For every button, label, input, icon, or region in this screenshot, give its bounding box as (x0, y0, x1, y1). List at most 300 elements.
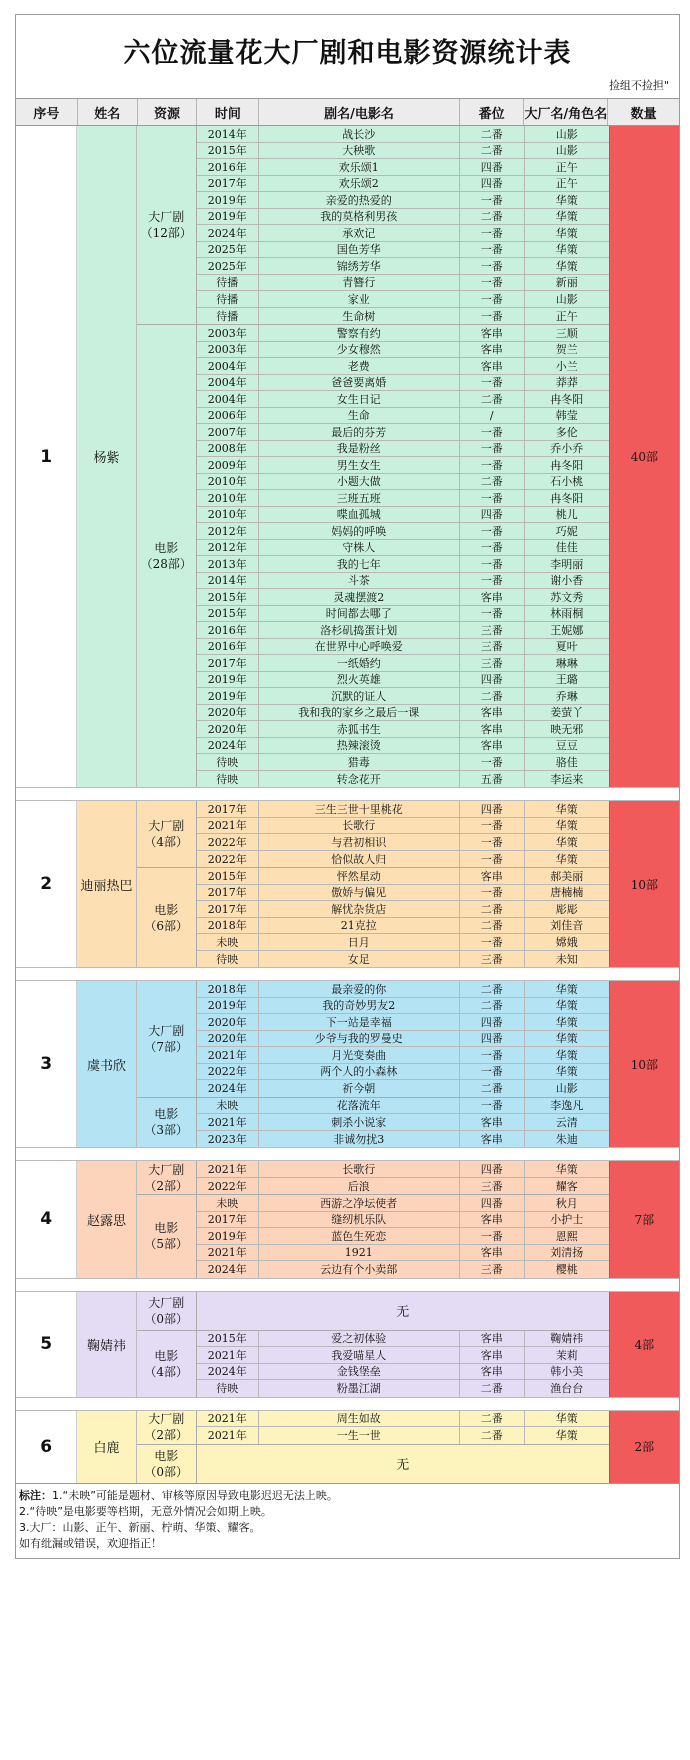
resource-section (137, 1292, 609, 1331)
cell-company-role: 刘清扬 (550, 1246, 584, 1260)
cell-rank: 客串 (460, 1364, 525, 1380)
cell-company-role: 小护士 (550, 1213, 584, 1227)
cell-company-role: 石小桃 (550, 475, 584, 489)
cell-time: 2014年 (197, 126, 259, 142)
cell-company-role: 华策 (555, 226, 578, 240)
cell-time: 2025年 (197, 242, 259, 258)
table-row (197, 1245, 609, 1262)
cell-time: 2017年 (197, 1212, 259, 1228)
cell-time: 2024年 (197, 1364, 259, 1380)
stats-sheet (15, 14, 680, 1559)
cell-time: 2012年 (197, 540, 259, 556)
cell-company-role: 三顺 (555, 326, 578, 340)
table-row (197, 639, 609, 656)
cell-rank: 四番 (460, 672, 525, 688)
resource-type-label: 电影 (154, 1448, 179, 1463)
cell-time: 2024年 (197, 738, 259, 754)
cell-title: 国色芳华 (259, 242, 460, 258)
table-row (197, 424, 609, 441)
cell-company-role: 嫦娥 (555, 935, 578, 949)
table-row (197, 225, 609, 242)
cell-title: 长歌行 (259, 1161, 460, 1177)
table-row (197, 176, 609, 193)
cell-rank: 一番 (460, 490, 525, 506)
cell-time: 2022年 (197, 1178, 259, 1195)
cell-time: 2004年 (197, 358, 259, 374)
resource-rows (197, 1411, 609, 1444)
cell-time: 2012年 (197, 523, 259, 539)
cell-rank: 三番 (460, 622, 525, 638)
cell-company-role: 骆佳 (555, 755, 578, 769)
cell-time: 2007年 (197, 424, 259, 440)
cell-title: 后浪 (259, 1178, 460, 1195)
cell-rank: 一番 (460, 606, 525, 622)
cell-company-role: 夏叶 (555, 640, 578, 654)
cell-rank: 二番 (460, 688, 525, 704)
cell-time: 2017年 (197, 885, 259, 901)
cell-time: 2010年 (197, 490, 259, 506)
table-row (197, 291, 609, 308)
cell-time: 2004年 (197, 375, 259, 391)
resource-type-label: 大厂剧 (148, 1295, 185, 1310)
resource-type-count: （12部） (140, 226, 192, 240)
cell-company-role: 云清 (555, 1115, 578, 1129)
cell-time: 待播 (197, 275, 259, 291)
resource-section (137, 1331, 609, 1397)
cell-company-role: 韩小美 (550, 1365, 584, 1379)
cell-title: 生命 (259, 408, 460, 424)
table-row (197, 540, 609, 557)
table-row (197, 998, 609, 1015)
table-row (197, 258, 609, 275)
cell-company-role: 正午 (555, 177, 578, 191)
cell-company-role: 华策 (555, 1032, 578, 1046)
cell-title: 周生如故 (259, 1411, 460, 1427)
cell-title: 喋血孤城 (259, 507, 460, 523)
cell-time: 2019年 (197, 209, 259, 225)
table-row (197, 818, 609, 835)
group-number: 4 (16, 1161, 77, 1278)
cell-title: 承欢记 (259, 225, 460, 241)
cell-company-role: 华策 (555, 802, 578, 816)
cell-title: 21克拉 (259, 918, 460, 934)
cell-title: 我是粉丝 (259, 441, 460, 457)
cell-rank: 一番 (460, 441, 525, 457)
group-number: 3 (16, 981, 77, 1147)
footer-note-1: 1.“未映”可能是题材、审核等原因导致电影迟迟无法上映。 (52, 1488, 338, 1502)
table-row (197, 951, 609, 968)
cell-title: 非诚勿扰3 (259, 1131, 460, 1148)
resource-type (137, 868, 197, 967)
resource-type-label: 电影 (154, 1221, 179, 1236)
cell-company-role: 郝美丽 (550, 869, 584, 883)
table-row (197, 1195, 609, 1212)
cell-time: 待播 (197, 308, 259, 325)
cell-time: 2014年 (197, 573, 259, 589)
table-row (197, 851, 609, 868)
cell-title: 我的奇妙男友2 (259, 998, 460, 1014)
cell-company-role: 山影 (555, 144, 578, 158)
header-title: 剧名/电影名 (259, 99, 459, 125)
cell-title: 洛杉矶捣蛋计划 (259, 622, 460, 638)
footer-note-4: 如有纰漏或错误，欢迎指正！ (19, 1536, 162, 1550)
table-row (197, 209, 609, 226)
cell-rank: 二番 (460, 1080, 525, 1097)
cell-rank: 四番 (460, 176, 525, 192)
table-row (197, 688, 609, 705)
actress-group (16, 126, 679, 787)
cell-time: 2019年 (197, 192, 259, 208)
cell-time: 2021年 (197, 1047, 259, 1063)
table-row (197, 159, 609, 176)
cell-company-role: 冉冬阳 (550, 392, 584, 406)
footer-label: 标注： (19, 1488, 52, 1502)
cell-time: 2021年 (197, 1347, 259, 1363)
cell-rank: 一番 (460, 1098, 525, 1114)
cell-rank: 一番 (460, 1228, 525, 1244)
cell-title: 云边有个小卖部 (259, 1261, 460, 1278)
cell-rank: 一番 (460, 885, 525, 901)
cell-title: 守株人 (259, 540, 460, 556)
cell-time: 2016年 (197, 159, 259, 175)
cell-time: 待映 (197, 754, 259, 770)
header-no: 序号 (16, 99, 78, 125)
cell-company-role: 华策 (555, 1065, 578, 1079)
header-company-role: 大厂名/角色名 (524, 99, 608, 125)
group-body (137, 801, 609, 967)
cell-rank: 客串 (460, 358, 525, 374)
cell-rank: / (460, 408, 525, 424)
cell-title: 欢乐颂2 (259, 176, 460, 192)
cell-company-role: 姜萤丫 (550, 706, 584, 720)
resource-rows (197, 1195, 609, 1278)
group-separator (16, 967, 679, 981)
cell-company-role: 豆豆 (555, 739, 578, 753)
resource-rows (197, 325, 609, 787)
cell-rank: 一番 (460, 225, 525, 241)
cell-time: 2021年 (197, 818, 259, 834)
cell-title: 爱之初体验 (259, 1331, 460, 1347)
cell-rank: 二番 (460, 209, 525, 225)
table-row (197, 1228, 609, 1245)
cell-title: 刺杀小说家 (259, 1114, 460, 1130)
cell-rank: 一番 (460, 242, 525, 258)
cell-rank: 二番 (460, 474, 525, 490)
total-count: 40部 (609, 126, 679, 787)
cell-time: 2009年 (197, 457, 259, 473)
cell-title: 长歌行 (259, 818, 460, 834)
cell-company-role: 多伦 (555, 425, 578, 439)
cell-title: 解忧杂货店 (259, 901, 460, 917)
cell-title: 蓝色生死恋 (259, 1228, 460, 1244)
resource-type (137, 1445, 197, 1483)
resource-type-count: （2部） (144, 1178, 189, 1193)
table-row (197, 573, 609, 590)
table-row (197, 981, 609, 998)
table-row (197, 721, 609, 738)
cell-title: 少女穆然 (259, 342, 460, 358)
cell-rank: 一番 (460, 424, 525, 440)
cell-company-role: 耀客 (555, 1179, 578, 1193)
group-body (137, 1411, 609, 1483)
resource-type (137, 1195, 197, 1278)
cell-title: 热辣滚烫 (259, 738, 460, 754)
table-row (197, 606, 609, 623)
cell-time: 2022年 (197, 834, 259, 850)
cell-company-role: 华策 (555, 259, 578, 273)
cell-title: 女生日记 (259, 391, 460, 407)
cell-company-role: 正午 (555, 309, 578, 323)
cell-company-role: 樱桃 (555, 1263, 578, 1277)
empty-row: 无 (396, 1305, 410, 1320)
cell-rank: 三番 (460, 1261, 525, 1278)
cell-company-role: 冉冬阳 (550, 458, 584, 472)
cell-time: 2022年 (197, 851, 259, 868)
cell-rank: 四番 (460, 1014, 525, 1030)
total-count: 7部 (609, 1161, 679, 1278)
table-row (197, 391, 609, 408)
cell-rank: 客串 (460, 721, 525, 737)
cell-time: 2015年 (197, 143, 259, 159)
cell-company-role: 华策 (555, 1015, 578, 1029)
cell-rank: 一番 (460, 192, 525, 208)
group-number: 2 (16, 801, 77, 967)
cell-company-role: 华策 (555, 1412, 578, 1426)
cell-rank: 二番 (460, 918, 525, 934)
cell-company-role: 林雨桐 (550, 607, 584, 621)
resource-type (137, 325, 197, 787)
cell-time: 2015年 (197, 589, 259, 605)
cell-rank: 二番 (460, 126, 525, 142)
cell-rank: 四番 (460, 801, 525, 817)
cell-rank: 一番 (460, 934, 525, 950)
cell-time: 2010年 (197, 474, 259, 490)
cell-company-role: 华策 (555, 819, 578, 833)
cell-rank: 五番 (460, 771, 525, 788)
cell-time: 2021年 (197, 1411, 259, 1427)
resource-rows (197, 801, 609, 867)
actress-group (16, 801, 679, 967)
group-separator (16, 1278, 679, 1292)
footer-note-2: 2.“待映”是电影要等档期，无意外情况会如期上映。 (19, 1504, 272, 1518)
actress-name: 白鹿 (77, 1411, 136, 1483)
resource-type-count: （4部） (144, 1364, 189, 1379)
table-row (197, 523, 609, 540)
footer-notes (16, 1483, 679, 1558)
group-number: 6 (16, 1411, 77, 1483)
cell-title: 赤狐书生 (259, 721, 460, 737)
resource-type-count: （5部） (144, 1237, 189, 1252)
table-row (197, 1427, 609, 1444)
table-row (197, 1380, 609, 1397)
cell-title: 警察有约 (259, 325, 460, 341)
cell-time: 2017年 (197, 901, 259, 917)
cell-rank: 二番 (460, 998, 525, 1014)
resource-type-label: 电影 (154, 902, 179, 917)
cell-title: 爸爸要离婚 (259, 375, 460, 391)
table-row (197, 242, 609, 259)
table-row (197, 705, 609, 722)
cell-company-role: 新丽 (555, 276, 578, 290)
table-row (197, 622, 609, 639)
table-row (197, 192, 609, 209)
table-row (197, 441, 609, 458)
cell-company-role: 唐楠楠 (550, 886, 584, 900)
cell-company-role: 华策 (555, 1048, 578, 1062)
cell-company-role: 莽莽 (555, 376, 578, 390)
resource-rows (197, 1331, 609, 1397)
cell-time: 2010年 (197, 507, 259, 523)
cell-rank: 二番 (460, 391, 525, 407)
resource-rows (197, 981, 609, 1097)
resource-type-label: 大厂剧 (148, 210, 185, 224)
cell-title: 西游之净坛使者 (259, 1195, 460, 1211)
cell-company-role: 彫彫 (555, 902, 578, 916)
resource-type-count: （0部） (144, 1464, 189, 1479)
table-row (197, 1114, 609, 1131)
cell-title: 欢乐颂1 (259, 159, 460, 175)
table-row (197, 474, 609, 491)
resource-type-label: 电影 (154, 1107, 179, 1122)
table-row (197, 589, 609, 606)
cell-rank: 一番 (460, 556, 525, 572)
group-body (137, 126, 609, 787)
resource-section (137, 126, 609, 325)
table-row (197, 457, 609, 474)
cell-company-role: 华策 (555, 1429, 578, 1443)
cell-title: 日月 (259, 934, 460, 950)
cell-company-role: 桃儿 (555, 508, 578, 522)
table-row (197, 801, 609, 818)
cell-rank: 四番 (460, 1031, 525, 1047)
table-row (197, 507, 609, 524)
cell-company-role: 山影 (555, 292, 578, 306)
cell-rank: 三番 (460, 1178, 525, 1195)
resource-type-label: 电影 (154, 541, 179, 555)
actress-name: 虞书欣 (77, 981, 136, 1147)
subtitle-note: 捡组不捡担" (608, 79, 669, 92)
cell-title: 花落流年 (259, 1098, 460, 1114)
cell-rank: 一番 (460, 258, 525, 274)
cell-time: 2015年 (197, 868, 259, 884)
table-row (197, 901, 609, 918)
cell-rank: 二番 (460, 901, 525, 917)
empty-row: 无 (396, 1458, 410, 1473)
actress-group (16, 1292, 679, 1397)
cell-title: 一纸婚约 (259, 655, 460, 671)
table-row (197, 308, 609, 325)
cell-rank: 一番 (460, 457, 525, 473)
group-body (137, 1161, 609, 1278)
header-name: 姓名 (78, 99, 138, 125)
cell-time: 2017年 (197, 655, 259, 671)
resource-section (137, 1161, 609, 1195)
cell-title: 家业 (259, 291, 460, 307)
resource-type-label: 大厂剧 (148, 1412, 185, 1426)
cell-title: 怦然星动 (259, 868, 460, 884)
table-row (197, 490, 609, 507)
resource-type (137, 981, 197, 1097)
actress-name: 赵露思 (77, 1161, 136, 1278)
cell-title: 下一站是幸福 (259, 1014, 460, 1030)
cell-title: 祈今朝 (259, 1080, 460, 1097)
table-row (197, 1014, 609, 1031)
resource-section (137, 1195, 609, 1278)
resource-type-label: 大厂剧 (148, 819, 185, 833)
cell-rank: 客串 (460, 589, 525, 605)
group-separator (16, 1397, 679, 1411)
cell-time: 2020年 (197, 1031, 259, 1047)
table-row (197, 556, 609, 573)
cell-company-role: 华策 (555, 193, 578, 207)
cell-rank: 一番 (460, 851, 525, 868)
cell-title: 一生一世 (259, 1427, 460, 1444)
group-body (137, 981, 609, 1147)
cell-title: 与君初相识 (259, 834, 460, 850)
cell-title: 傲娇与偏见 (259, 885, 460, 901)
table-row (197, 1331, 609, 1348)
table-row (197, 126, 609, 143)
cell-company-role: 映无邪 (550, 722, 584, 736)
cell-rank: 客串 (460, 1245, 525, 1261)
cell-rank: 客串 (460, 1212, 525, 1228)
table-row (197, 834, 609, 851)
cell-rank: 一番 (460, 275, 525, 291)
cell-time: 2019年 (197, 672, 259, 688)
cell-rank: 客串 (460, 1114, 525, 1130)
resource-rows (197, 1098, 609, 1148)
resource-section (137, 981, 609, 1098)
cell-company-role: 贺兰 (555, 343, 578, 357)
cell-time: 2017年 (197, 801, 259, 817)
cell-rank: 二番 (460, 1427, 525, 1444)
cell-title: 沉默的证人 (259, 688, 460, 704)
resource-type-label: 大厂剧 (148, 1162, 185, 1177)
cell-company-role: 乔琳 (555, 689, 578, 703)
cell-time: 2008年 (197, 441, 259, 457)
cell-company-role: 韩莹 (555, 409, 578, 423)
resource-type-count: （4部） (144, 835, 189, 849)
table-row (197, 1064, 609, 1081)
cell-company-role: 冉冬阳 (550, 491, 584, 505)
cell-rank: 四番 (460, 507, 525, 523)
cell-rank: 客串 (460, 342, 525, 358)
resource-type (137, 1098, 197, 1148)
cell-title: 两个人的小森林 (259, 1064, 460, 1080)
actress-group (16, 1161, 679, 1278)
resource-type-count: （3部） (144, 1123, 189, 1138)
cell-company-role: 琳琳 (555, 656, 578, 670)
cell-time: 2019年 (197, 1228, 259, 1244)
resource-type (137, 1292, 197, 1330)
cell-company-role: 李运来 (550, 772, 584, 786)
cell-time: 未映 (197, 1098, 259, 1114)
cell-title: 月光变奏曲 (259, 1047, 460, 1063)
cell-time: 2021年 (197, 1427, 259, 1444)
table-row (197, 1347, 609, 1364)
resource-rows (197, 126, 609, 324)
total-count: 10部 (609, 981, 679, 1147)
cell-time: 2024年 (197, 225, 259, 241)
cell-time: 待映 (197, 771, 259, 788)
cell-company-role: 王璐 (555, 673, 578, 687)
groups-container (16, 126, 679, 1483)
cell-time: 2004年 (197, 391, 259, 407)
cell-time: 待播 (197, 291, 259, 307)
cell-title: 我和我的家乡之最后一课 (259, 705, 460, 721)
cell-time: 2024年 (197, 1261, 259, 1278)
cell-title: 我的七年 (259, 556, 460, 572)
